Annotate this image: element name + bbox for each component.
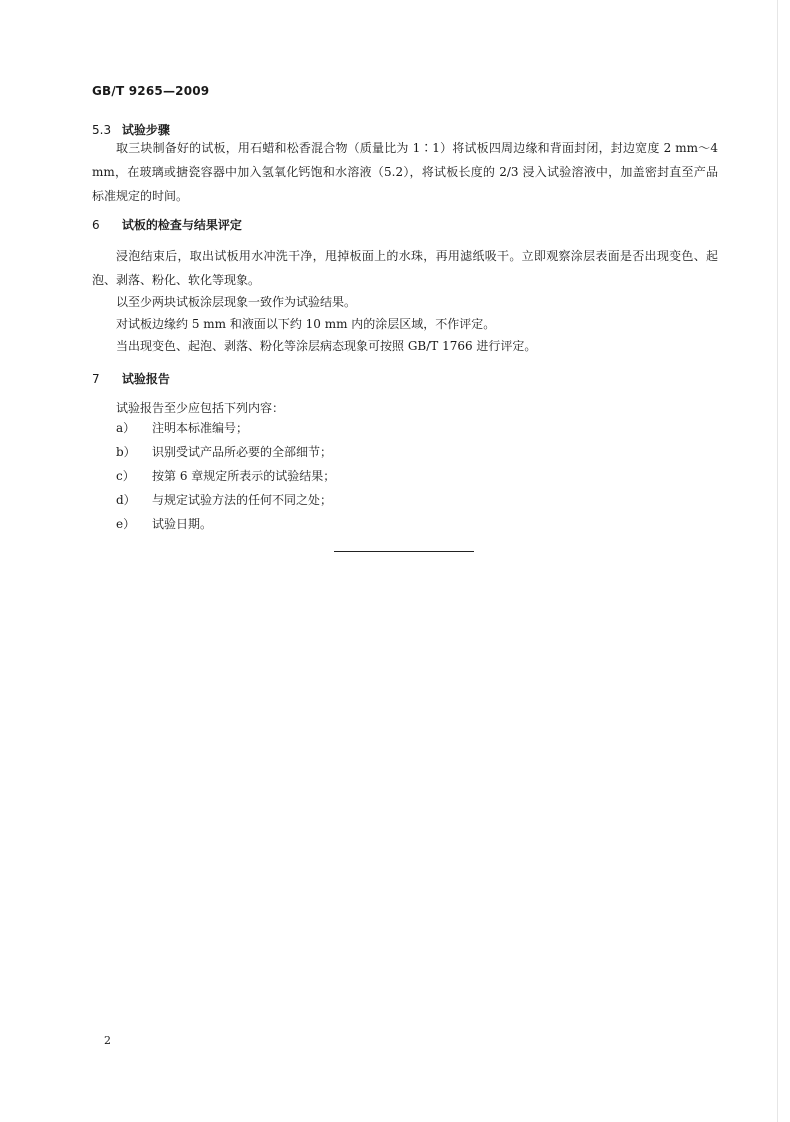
section-7-heading	[92, 370, 170, 387]
list-item-text: 按第 6 章规定所表示的试验结果；	[152, 469, 336, 483]
list-item	[116, 512, 335, 536]
section-6-heading	[92, 216, 242, 233]
list-item-mark: d）	[116, 493, 136, 507]
page-edge-divider	[777, 0, 778, 1122]
section-5-3-title: 试验步骤	[121, 123, 170, 137]
list-item	[116, 464, 335, 488]
list-item-text: 注明本标准编号；	[152, 421, 249, 435]
list-item	[116, 488, 335, 512]
list-item-text: 与规定试验方法的任何不同之处；	[152, 493, 333, 507]
section-5-3-number: 5.3	[92, 123, 112, 137]
section-6-paragraph-3: 对试板边缘约 5 mm 和液面以下约 10 mm 内的涂层区域，不作评定。	[116, 317, 496, 331]
list-item	[116, 416, 335, 440]
page-number: 2	[104, 1034, 111, 1047]
list-item-mark: b）	[116, 445, 136, 459]
list-item-mark: c）	[116, 469, 135, 483]
section-7-intro: 试验报告至少应包括下列内容：	[116, 401, 285, 415]
section-6-paragraph-2: 以至少两块试板涂层现象一致作为试验结果。	[116, 295, 357, 309]
standard-code-header: GB/T 9265—2009	[92, 84, 210, 98]
section-6-title: 试板的检查与结果评定	[121, 218, 242, 232]
end-of-document-rule	[334, 551, 474, 552]
section-6-paragraph-1: 浸泡结束后，取出试板用水冲洗干净，甩掉板面上的水珠，再用滤纸吸干。立即观察涂层表面是否出现变色、起泡、剥落、粉化、软化等现象。	[92, 249, 718, 287]
list-item-text: 识别受试产品所必要的全部细节；	[152, 445, 333, 459]
section-6-number: 6	[92, 218, 100, 232]
report-items-list	[116, 416, 335, 536]
list-item	[116, 440, 335, 464]
section-7-title: 试验报告	[121, 372, 170, 386]
section-5-3-paragraph: 取三块制备好的试板，用石蜡和松香混合物（质量比为 1∶1）将试板四周边缘和背面封闭，封边宽度 2 mm～4 mm，在玻璃或搪瓷容器中加入氢氧化钙饱和水溶液（5.2），将试板长度的 2/3 浸入试验溶液中，加盖密封直至产品标准规定的时间。	[92, 141, 718, 203]
list-item-text: 试验日期。	[152, 517, 213, 531]
section-7-number: 7	[92, 372, 100, 386]
section-6-paragraph-4: 当出现变色、起泡、剥落、粉化等涂层病态现象可按照 GB/T 1766 进行评定。	[116, 339, 537, 353]
list-item-mark: a）	[116, 421, 136, 435]
list-item-mark: e）	[116, 517, 136, 531]
